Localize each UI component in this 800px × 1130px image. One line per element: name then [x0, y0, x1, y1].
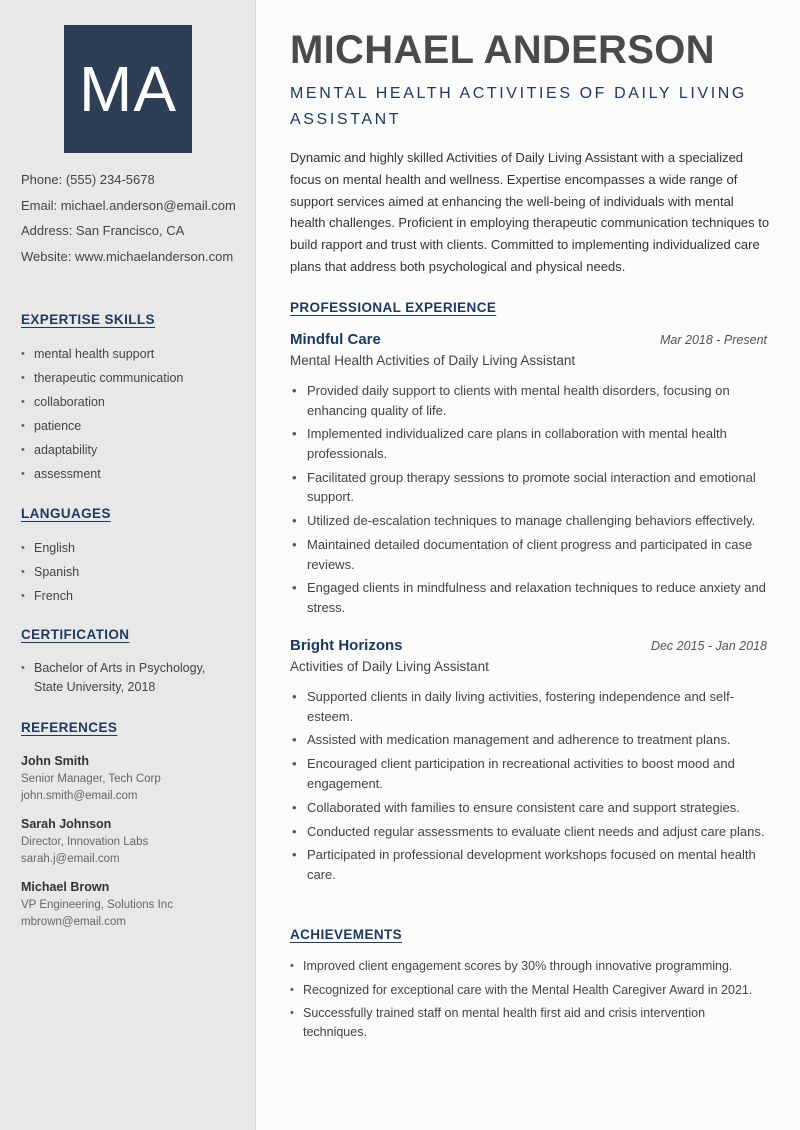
languages-list [21, 540, 246, 612]
list-item: • Improved client engagement scores by 30% through innovative programming. [290, 957, 760, 976]
reference-name: John Smith [21, 754, 90, 768]
list-item: • Spanish [21, 564, 246, 588]
contact-info [21, 172, 251, 274]
sidebar [0, 0, 256, 1130]
list-item: • Engaged clients in mindfulness and relaxation techniques to reduce anxiety and stress. [290, 578, 770, 617]
job-header [290, 331, 767, 348]
list-item: • collaboration [21, 394, 246, 418]
reference-email: mbrown@email.com [21, 916, 126, 928]
list-item: • Facilitated group therapy sessions to promote social interaction and emotional support. [290, 468, 770, 507]
contact-website: Website: www.michaelanderson.com [21, 248, 234, 264]
list-item: • English [21, 540, 246, 564]
languages-heading: LANGUAGES [21, 506, 111, 521]
job-role: Activities of Daily Living Assistant [290, 659, 489, 674]
reference-email: john.smith@email.com [21, 790, 138, 802]
reference-title: Director, Innovation Labs [21, 836, 149, 848]
candidate-title: MENTAL HEALTH ACTIVITIES OF DAILY LIVING ASSISTANT [290, 85, 747, 128]
list-item: • Bachelor of Arts in Psychology, State University, 2018 [21, 659, 221, 697]
experience-heading: PROFESSIONAL EXPERIENCE [290, 300, 497, 315]
reference-email: sarah.j@email.com [21, 853, 120, 865]
company-name: Mindful Care [290, 331, 381, 348]
list-item: • Recognized for exceptional care with the Mental Health Caregiver Award in 2021. [290, 981, 760, 1000]
list-item: • Supported clients in daily living activities, fostering independence and self-esteem. [290, 687, 770, 726]
list-item: • assessment [21, 466, 246, 490]
list-item: • Maintained detailed documentation of client progress and participated in case reviews. [290, 535, 770, 574]
job-dates: Dec 2015 - Jan 2018 [650, 639, 767, 653]
list-item: • Encouraged client participation in recreational activities to boost mood and engagement. [290, 754, 770, 793]
company-name: Bright Horizons [290, 637, 403, 654]
monogram-logo: MA [64, 25, 192, 153]
job-dates: Mar 2018 - Present [660, 333, 767, 347]
list-item: • Collaborated with families to ensure consistent care and support strategies. [290, 798, 770, 818]
skills-heading: EXPERTISE SKILLS [21, 312, 155, 327]
job-bullets [290, 687, 770, 889]
reference-name: Sarah Johnson [21, 817, 112, 831]
reference-entry [21, 879, 246, 931]
list-item: • mental health support [21, 346, 246, 370]
job-role: Mental Health Activities of Daily Living Assistant [290, 353, 576, 368]
reference-title: VP Engineering, Solutions Inc [21, 899, 173, 911]
reference-entry [21, 816, 246, 868]
contact-phone: Phone: (555) 234-5678 [21, 172, 155, 187]
list-item: • Successfully trained staff on mental health first aid and crisis intervention techniques. [290, 1004, 760, 1042]
list-item: • French [21, 588, 246, 612]
contact-address: Address: San Francisco, CA [21, 223, 185, 238]
achievements-heading: ACHIEVEMENTS [290, 927, 403, 942]
reference-entry [21, 753, 246, 805]
reference-title: Senior Manager, Tech Corp [21, 773, 161, 785]
list-item: • Participated in professional development workshops focused on mental health care. [290, 845, 770, 884]
job-bullets [290, 381, 770, 622]
list-item: • Utilized de-escalation techniques to manage challenging behaviors effectively. [290, 511, 770, 531]
achievements-list [290, 957, 760, 1047]
certification-heading: CERTIFICATION [21, 627, 130, 642]
list-item: • Implemented individualized care plans in collaboration with mental health professionals. [290, 424, 770, 463]
reference-name: Michael Brown [21, 880, 110, 894]
list-item: • patience [21, 418, 246, 442]
references-heading: REFERENCES [21, 720, 118, 735]
list-item: • Assisted with medication management and adherence to treatment plans. [290, 730, 770, 750]
list-item: • Provided daily support to clients with mental health disorders, focusing on enhancing quality of life. [290, 381, 770, 420]
skills-list [21, 346, 246, 490]
list-item: • Conducted regular assessments to evaluate client needs and adjust care plans. [290, 822, 770, 842]
summary-paragraph: Dynamic and highly skilled Activities of Daily Living Assistant with a specialized focus on mental health and wellness. Expertise encompasses a wide range of support services aimed at enhancing the well-being of individuals with mental health challenges. Proficient in employing therapeutic communication techniques to build rapport and trust with clients. Committed to implementing individualized care plans that address both psychological and physical needs. [290, 150, 770, 274]
list-item: • therapeutic communication [21, 370, 246, 394]
certification-list [21, 659, 221, 697]
candidate-name: MICHAEL ANDERSON [290, 28, 715, 72]
list-item: • adaptability [21, 442, 246, 466]
job-header [290, 637, 767, 654]
contact-email: Email: michael.anderson@email.com [21, 197, 236, 213]
